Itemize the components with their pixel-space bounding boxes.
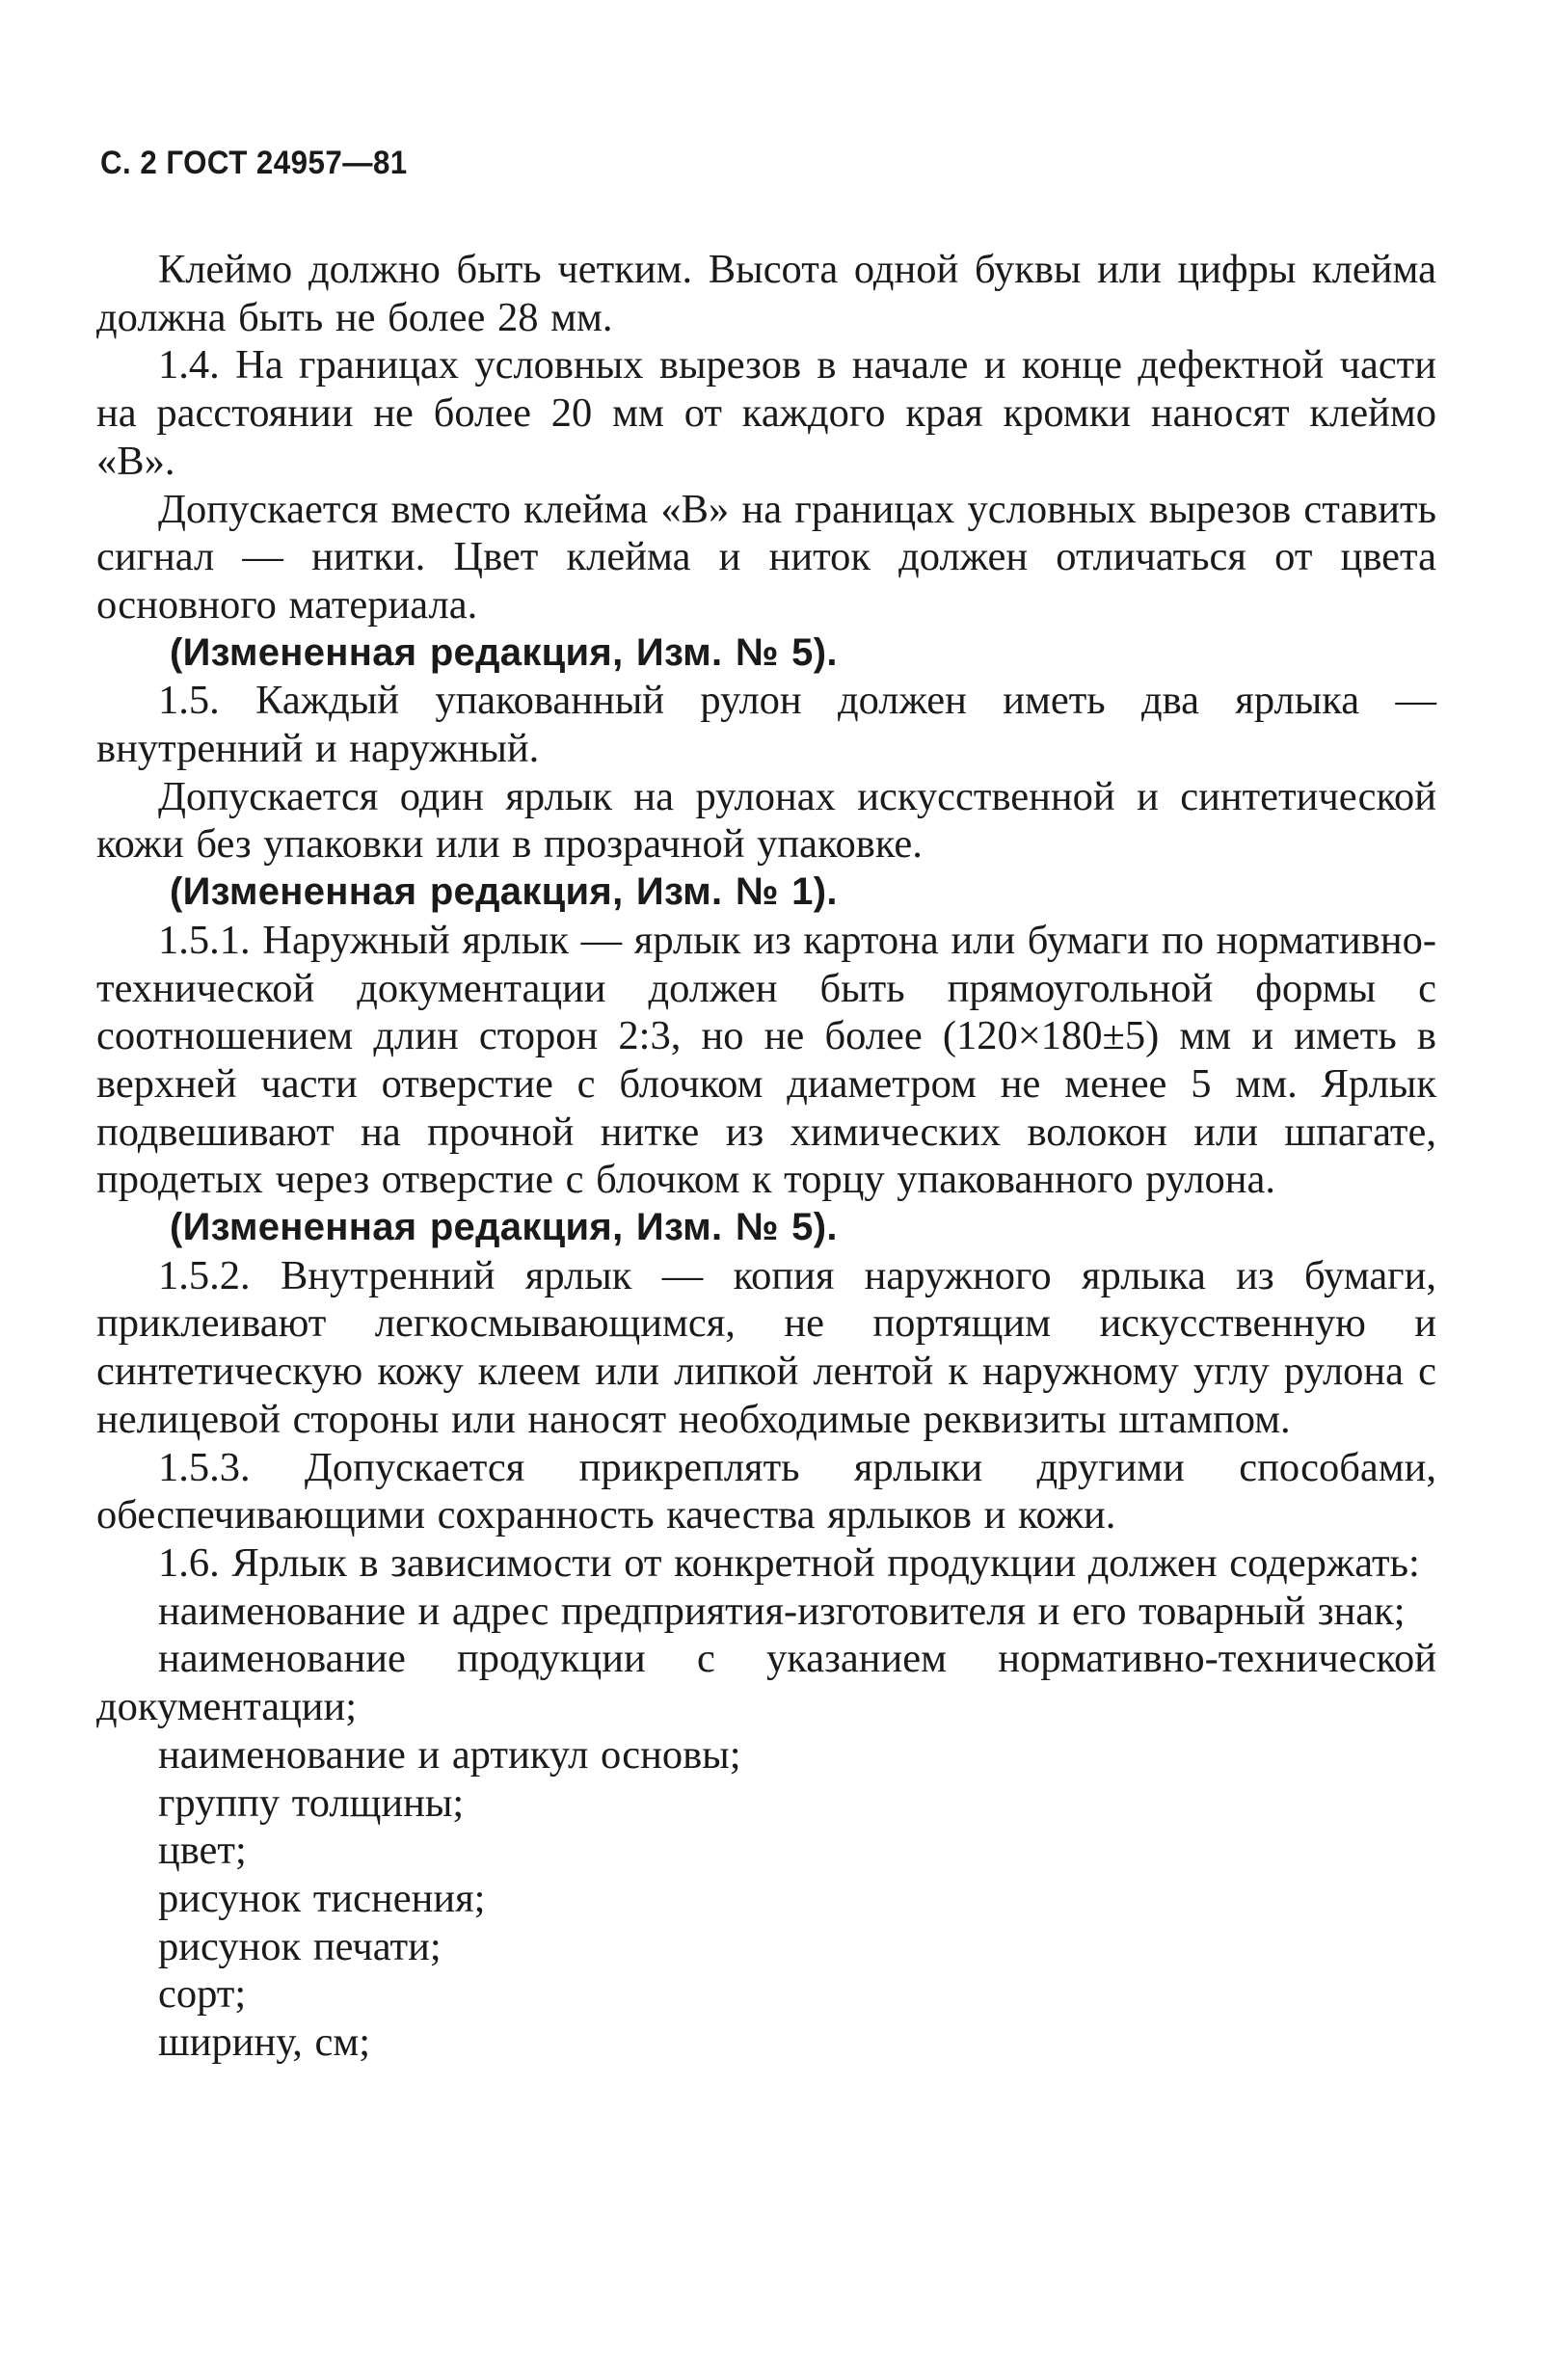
amendment-note: (Измененная редакция, Изм. № 5). xyxy=(170,1206,838,1249)
page-header: С. 2 ГОСТ 24957—81 xyxy=(100,145,408,181)
list-item: наименование продукции с указанием нормативно-технической документации; xyxy=(96,1636,1436,1730)
paragraph-1-5: 1.5. Каждый упакованный рулон должен иметь два ярлыка — внутренний и наружный. xyxy=(96,678,1436,772)
paragraph-1-4: 1.4. На границах условных вырезов в начале и конце дефектной части на расстоянии не более 20 мм от каждого края кромки наносят клеймо «В». xyxy=(96,342,1436,484)
paragraph-signal-thread: Допускается вместо клейма «В» на границах условных вырезов ставить сигнал — нитки. Цвет клейма и ниток должен отличаться от цвета основного материала. xyxy=(96,486,1436,628)
document-page xyxy=(96,145,1436,2067)
paragraph-1-5-3: 1.5.3. Допускается прикреплять ярлыки другими способами, обеспечивающими сохранность качества ярлыков и кожи. xyxy=(96,1444,1436,1538)
amendment-note: (Измененная редакция, Изм. № 5). xyxy=(170,630,838,674)
paragraph-1-5-1: 1.5.1. Наружный ярлык — ярлык из картона или бумаги по нормативно-технической документации должен быть прямоугольной формы с соотношением длин сторон 2:3, но не более (120×180±5) мм и иметь в верхней части отверстие с блочком диаметром не менее 5 мм. Ярлык подвешивают на прочной нитке из химических волокон или шпагате, продетых через отверстие с блочком к торцу упакованного рулона. xyxy=(96,917,1436,1203)
list-item: наименование и артикул основы; xyxy=(158,1731,741,1778)
list-item: ширину, см; xyxy=(158,2019,371,2066)
list-item: рисунок печати; xyxy=(158,1923,442,1969)
list-item: сорт; xyxy=(158,1971,247,2018)
paragraph-stamp-clarity: Клеймо должно быть четким. Высота одной буквы или цифры клейма должна быть не более 28 мм. xyxy=(96,247,1436,340)
list-item: цвет; xyxy=(158,1828,247,1874)
paragraph-single-label: Допускается один ярлык на рулонах искусственной и синтетической кожи без упаковки или в прозрачной упаковке. xyxy=(96,773,1436,868)
list-item: рисунок тиснения; xyxy=(158,1875,486,1921)
paragraph-1-5-2: 1.5.2. Внутренний ярлык — копия наружного ярлыка из бумаги, приклеивают легкосмывающимся, не портящим искусственную и синтетическую кожу клеем или липкой лентой к наружному углу рулона с нелицевой стороны или наносят необходимые реквизиты штампом. xyxy=(96,1252,1436,1442)
amendment-note: (Измененная редакция, Изм. № 1). xyxy=(170,870,838,914)
list-item: группу толщины; xyxy=(158,1779,465,1826)
document-body xyxy=(96,246,1436,2067)
paragraph-1-6: 1.6. Ярлык в зависимости от конкретной продукции должен содержать: xyxy=(158,1539,1420,1586)
list-item: наименование и адрес предприятия-изготовителя и его товарный знак; xyxy=(158,1588,1406,1634)
